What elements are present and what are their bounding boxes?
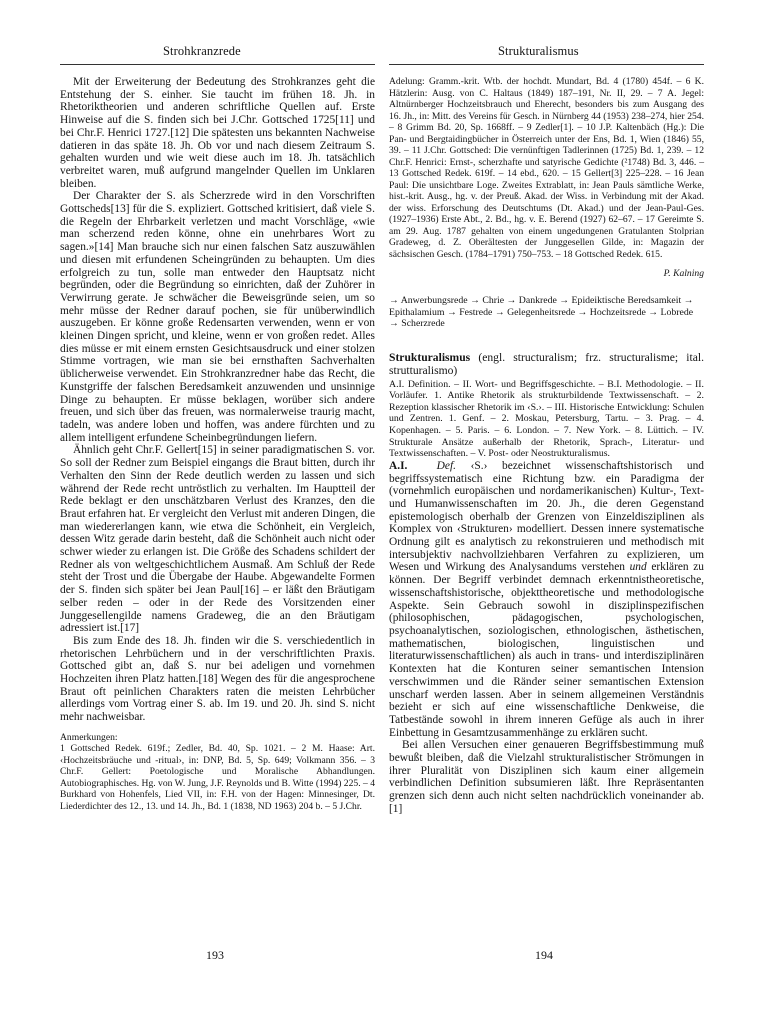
entry-heading [389,352,704,378]
entry-translations: (engl. structuralism; frz. structuralisme; ital. strutturalismo) [389,351,704,377]
left-page-number: 193 [206,948,224,962]
left-paragraph-3: Ähnlich geht Chr.F. Gellert[15] in seiner paradigmatischen S. vor. So soll der Redner zum Beispiel eingangs die Braut bitten, durch ihr Verhalten den Sinn der Rede deutlich werden zu lassen und sich während der Rede recht untröstlich zu verhalten. Im Hauptteil der Rede beklagt er den unschätzbaren Verlust des Kranzes, den die Braut erfahren hat. Er vergleicht den Verlust mit anderen Dingen, die man wiedererlangen kann, wie etwa die Schönheit, ein Vergleich, dessen Witz gerade darin besteht, daß die Schönheit auch nicht oder schwer wieder zu erlangen ist. Die Größe des Schadens schildert der Redner als von weltgeschichtlichem Ausmaß. Am Schluß der Rede steht der Trost und die Übergabe der Haube. Abgewandelte Formen der S. finden sich später bei Jean Paul[16] – er läßt den Bräutigam selber reden – oder in der Rede des Vorsitzenden einer Junggesellengilde namens Gradeweg, die an den Bräutigam adressiert ist.[17] [60,444,375,635]
author-signature: P. Kalning [663,268,704,279]
entry-word: Strukturalismus [389,351,471,365]
section-label: A.I. [389,459,408,472]
left-paragraph-4: Bis zum Ende des 18. Jh. finden wir die S. verschiedentlich in rhetorischen Lehrbüchern und in der verschriftlichten Praxis. Gottsched gibt an, daß S. nur bei adeligen und vornehmen Hochzeiten ihren Platz hatten.[18] Wegen des für die angesprochene Braut oft peinlichen Charakters raten die meisten Lehrbücher allerdings vom Vortrag einer S. ab. Im 19. und 20. Jh. sind S. nicht mehr nachweisbar. [60,634,375,724]
left-header-rule [60,64,375,65]
definition-text: ‹S.› bezeichnet wissenschaftshistorisch und begriffssystematisch eine Richtung bzw. ein Paradigma der (vornehmlich europäischen und nordamerikanischen) Kultur-, Text- und Humanwissenschaften im 20. Jh., die deren Gegenstand epistemologisch oberhalb der Grenzen von Einzeldisziplinen als Komplex von ‹Strukturen› modelliert. Dessen innere systematische Ordnung gilt es analytisch zu rekonstruieren und methodisch mit intersubjektiv nachvollziehbaren Verfahren zu explizieren, um Wesen und Wirkung des Analysandums verstehen [389,459,705,574]
entry-table-of-contents: A.I. Definition. – II. Wort- und Begriffsgeschichte. – B.I. Methodologie. – II. Vorläufer. 1. Antike Rhetorik als strukturbildende Textwissenschaft. – 2. Rezeption klassischer Rhetorik im ‹S.›. – III. Historische Entwicklung: Schulen und Zentren. 1. Genf. – 2. Moskau, Petersburg, Tartu. – 3. Prag. – 4. Kopenhagen. – 5. Paris. – 6. London. – 7. New York. – 8. Lüttich. – IV. Strukturale Ansätze außerhalb der Rhetorik, Sprach-, Literatur- und Textwissenschaften. – V. Post- oder Neostrukturalismus. [389,378,704,460]
right-notes: Adelung: Gramm.-krit. Wtb. der hochdt. Mundart, Bd. 4 (1780) 454f. – 6 K. Hätzlerin: Ausg. von C. Haltaus (1849) 187–191, Nr. II, 29. – 7 A. Jegel: Altnürnberger Hochzeitsbrauch und Eherecht, besonders bis zum Ausgang des 16. Jh., in: Mitt. des Vereins für Gesch. in Nürnberg 44 (1953) 238–274, hier 254. – 8 Grimm Bd. 20, Sp. 1668ff. – 9 Zedler[1]. – 10 J.P. Kaltenbäch (Hg.): Die Pan- und Bergtaidingbücher in Österreich unter der Ens, Bd. 1, Wien (1846) 55, 39. – 11 J.Chr. Gottsched: Die vernünftigen Tadlerinnen (1725) Bd. 1, 239. – 12 Chr.F. Henrici: Ernst-, scherzhafte und satyrische Gedichte (²1748) Bd. 3, 446. – 13 Gottsched Redek. 619f. – 14 ebd., 620. – 15 Gellert[3] 225–228. – 16 Jean Paul: Die unsichtbare Loge. Zweites Extrablatt, in: Jean Pauls sämtliche Werke, hist.-krit. Ausg., hg. v. der Preuß. Akad. der Wiss. in Verbindung mit der Akad. der wiss. Erforschung des Deutschtums (Dt. Akad.) und der Jean-Paul-Ges. (1927–1936) Erste Abt., 2. Bd., hg. v. E. Berend (1927) 62–67. – 17 Gereimte S. am 29. Aug. 1787 gehalten von einem ungedungenen Gratulanten Stolprian Gradeweg, d. Z. Oberältesten der Junggesellen Gilde, in: Magazin der sächsischen Gesch. (1784–1791) 750–753. – 18 Gottsched Redek. 615. [389,76,704,260]
right-running-head: Strukturalismus [498,44,579,58]
right-column [389,76,704,816]
left-running-head: Strohkranzrede [163,44,241,58]
definition-emphasis: und [629,561,647,574]
right-paragraph-2: Bei allen Versuchen einer genaueren Begriffsbestimmung muß bewußt bleiben, daß die Vielzahl strukturalistischer Strömungen in ihrer Pluralität von Disziplinen sich kaum einer allgemein verbindlichen Definition subsumieren läßt. Ihre Repräsentanten grenzen sich denn auch nicht selten nachdrücklich voneinander ab.[1] [389,739,704,815]
cross-references: → Anwerbungsrede → Chrie → Dankrede → Epideiktische Beredsamkeit → Epithalamium → Festrede → Gelegenheitsrede → Hochzeitsrede → Lobrede → Scherzrede [389,294,694,330]
left-paragraph-1: Mit der Erweiterung der Bedeutung des Strohkranzes geht die Entstehung der S. einher. Sie taucht im frühen 18. Jh. in Rhetoriktheorien und anderen schriftliche Quellen auf. Erste Hinweise auf die S. finden sich bei J.Chr. Gottsched 1725[11] und bei Chr.F. Henrici 1727.[12] Die spätesten uns bekannten Nachweise datieren in das späte 18. Jh. Ob vor und nach diesem Zeitraum S. gehalten wurden und wie weit diese auch im 18. Jh. tatsächlich verbreitet waren, muß aufgrund mangelnder Quellen im Unklaren bleiben. [60,76,375,190]
definition-paragraph [389,460,704,739]
right-header-rule [389,64,704,65]
left-paragraph-2: Der Charakter der S. als Scherzrede wird in den Vorschriften Gottscheds[13] für die S. expliziert. Gottsched kritisiert, daß viele S. die Regeln der Ehrbarkeit verletzen und macht Vorschläge, «wie man scherzend reden könne, ohne ein unehrbares Wort zu sagen.»[14] Man brauche sich nur einen falschen Satz auszuwählen und diesen mit erfundenen Scheingründen zu behaupten. Um dies erfolgreich zu tun, solle man entweder den Hauptsatz nicht begründen, oder die Begründung so einrichten, daß der Zuhörer in Verwirrung gerate. Je schwächer die Beweisgründe seien, um so mehr müsse der Redner darauf pochen, sie für unüberwindlich auszugeben. Er könne große Redensarten verwenden, wenn er von kleinen Dingen spricht, und kleine, wenn er von großen redet. Alles dies müsse er mit einem ernsten Gesichtsausdruck und einer stolzen Stimme vortragen, wie man sie bei ernsthaften Sachverhalten üblicherweise verwendet. Ein Strohkranzredner habe das Recht, die Kunstgriffe der falschen Beredsamkeit anzuwenden und unsinnige Dinge zu behaupten. Er müsse beklagen, worüber sich andere freuen, und sich über das freuen, was normalerweise traurig macht, tadeln, was andere loben und hoffen, was andere fürchten und zu allem intelligent erfundene Scheinbegründungen liefern. [60,190,375,444]
left-column [60,76,375,812]
right-page-number: 194 [535,948,553,962]
left-notes: 1 Gottsched Redek. 619f.; Zedler, Bd. 40, Sp. 1021. – 2 M. Haase: Art. ‹Hochzeitsbräuche und -ritual›, in: DNP, Bd. 5, Sp. 649; Volkmann 356. – 3 Chr.F. Gellert: Poetologische und Moralische Abhandlungen. Autobiographisches. Hg. von W. Jung, J.F. Reynolds und B. Witte (1994) 225. – 4 Burkhard von Hohenfels, Lied VII, in: F.H. von der Hagen: Minnesinger, Dt. Liederdichter des 12., 13. und 14. Jh., Bd. 1 (1838, ND 1963) 204 b. – 5 J.Chr. [60,743,375,812]
notes-label: Anmerkungen: [60,731,118,743]
definition-text-continued: erklären zu können. Der Begriff verbindet demnach erkenntnistheoretische, wissenschaftshistorische, objekttheoretische und methodologische Aspekte. Sein Gebrauch sowohl in disziplinspezifischen (philosophischen, pädagogischen, psychologischen, psychoanalytischen, soziologischen, ethnologischen, ästhetischen, mathematischen, biologischen, linguistischen und literaturwissenschaftlichen) als auch in trans- und interdisziplinären Kontexten hat die Konturen seiner semantischen Intension verschwimmen und die Ränder seiner semantischen Extension unscharf werden lassen. Aber in seinem allgemeinen Verständnis bezieht er sich auf eine wissenschaftliche Denkweise, die Tatbestände sowohl in ihrem inneren Gefüge als auch in ihrer Einbettung in Gesamtzusammenhänge zu erklären sucht. [389,561,704,739]
definition-label: Def. [436,459,456,472]
